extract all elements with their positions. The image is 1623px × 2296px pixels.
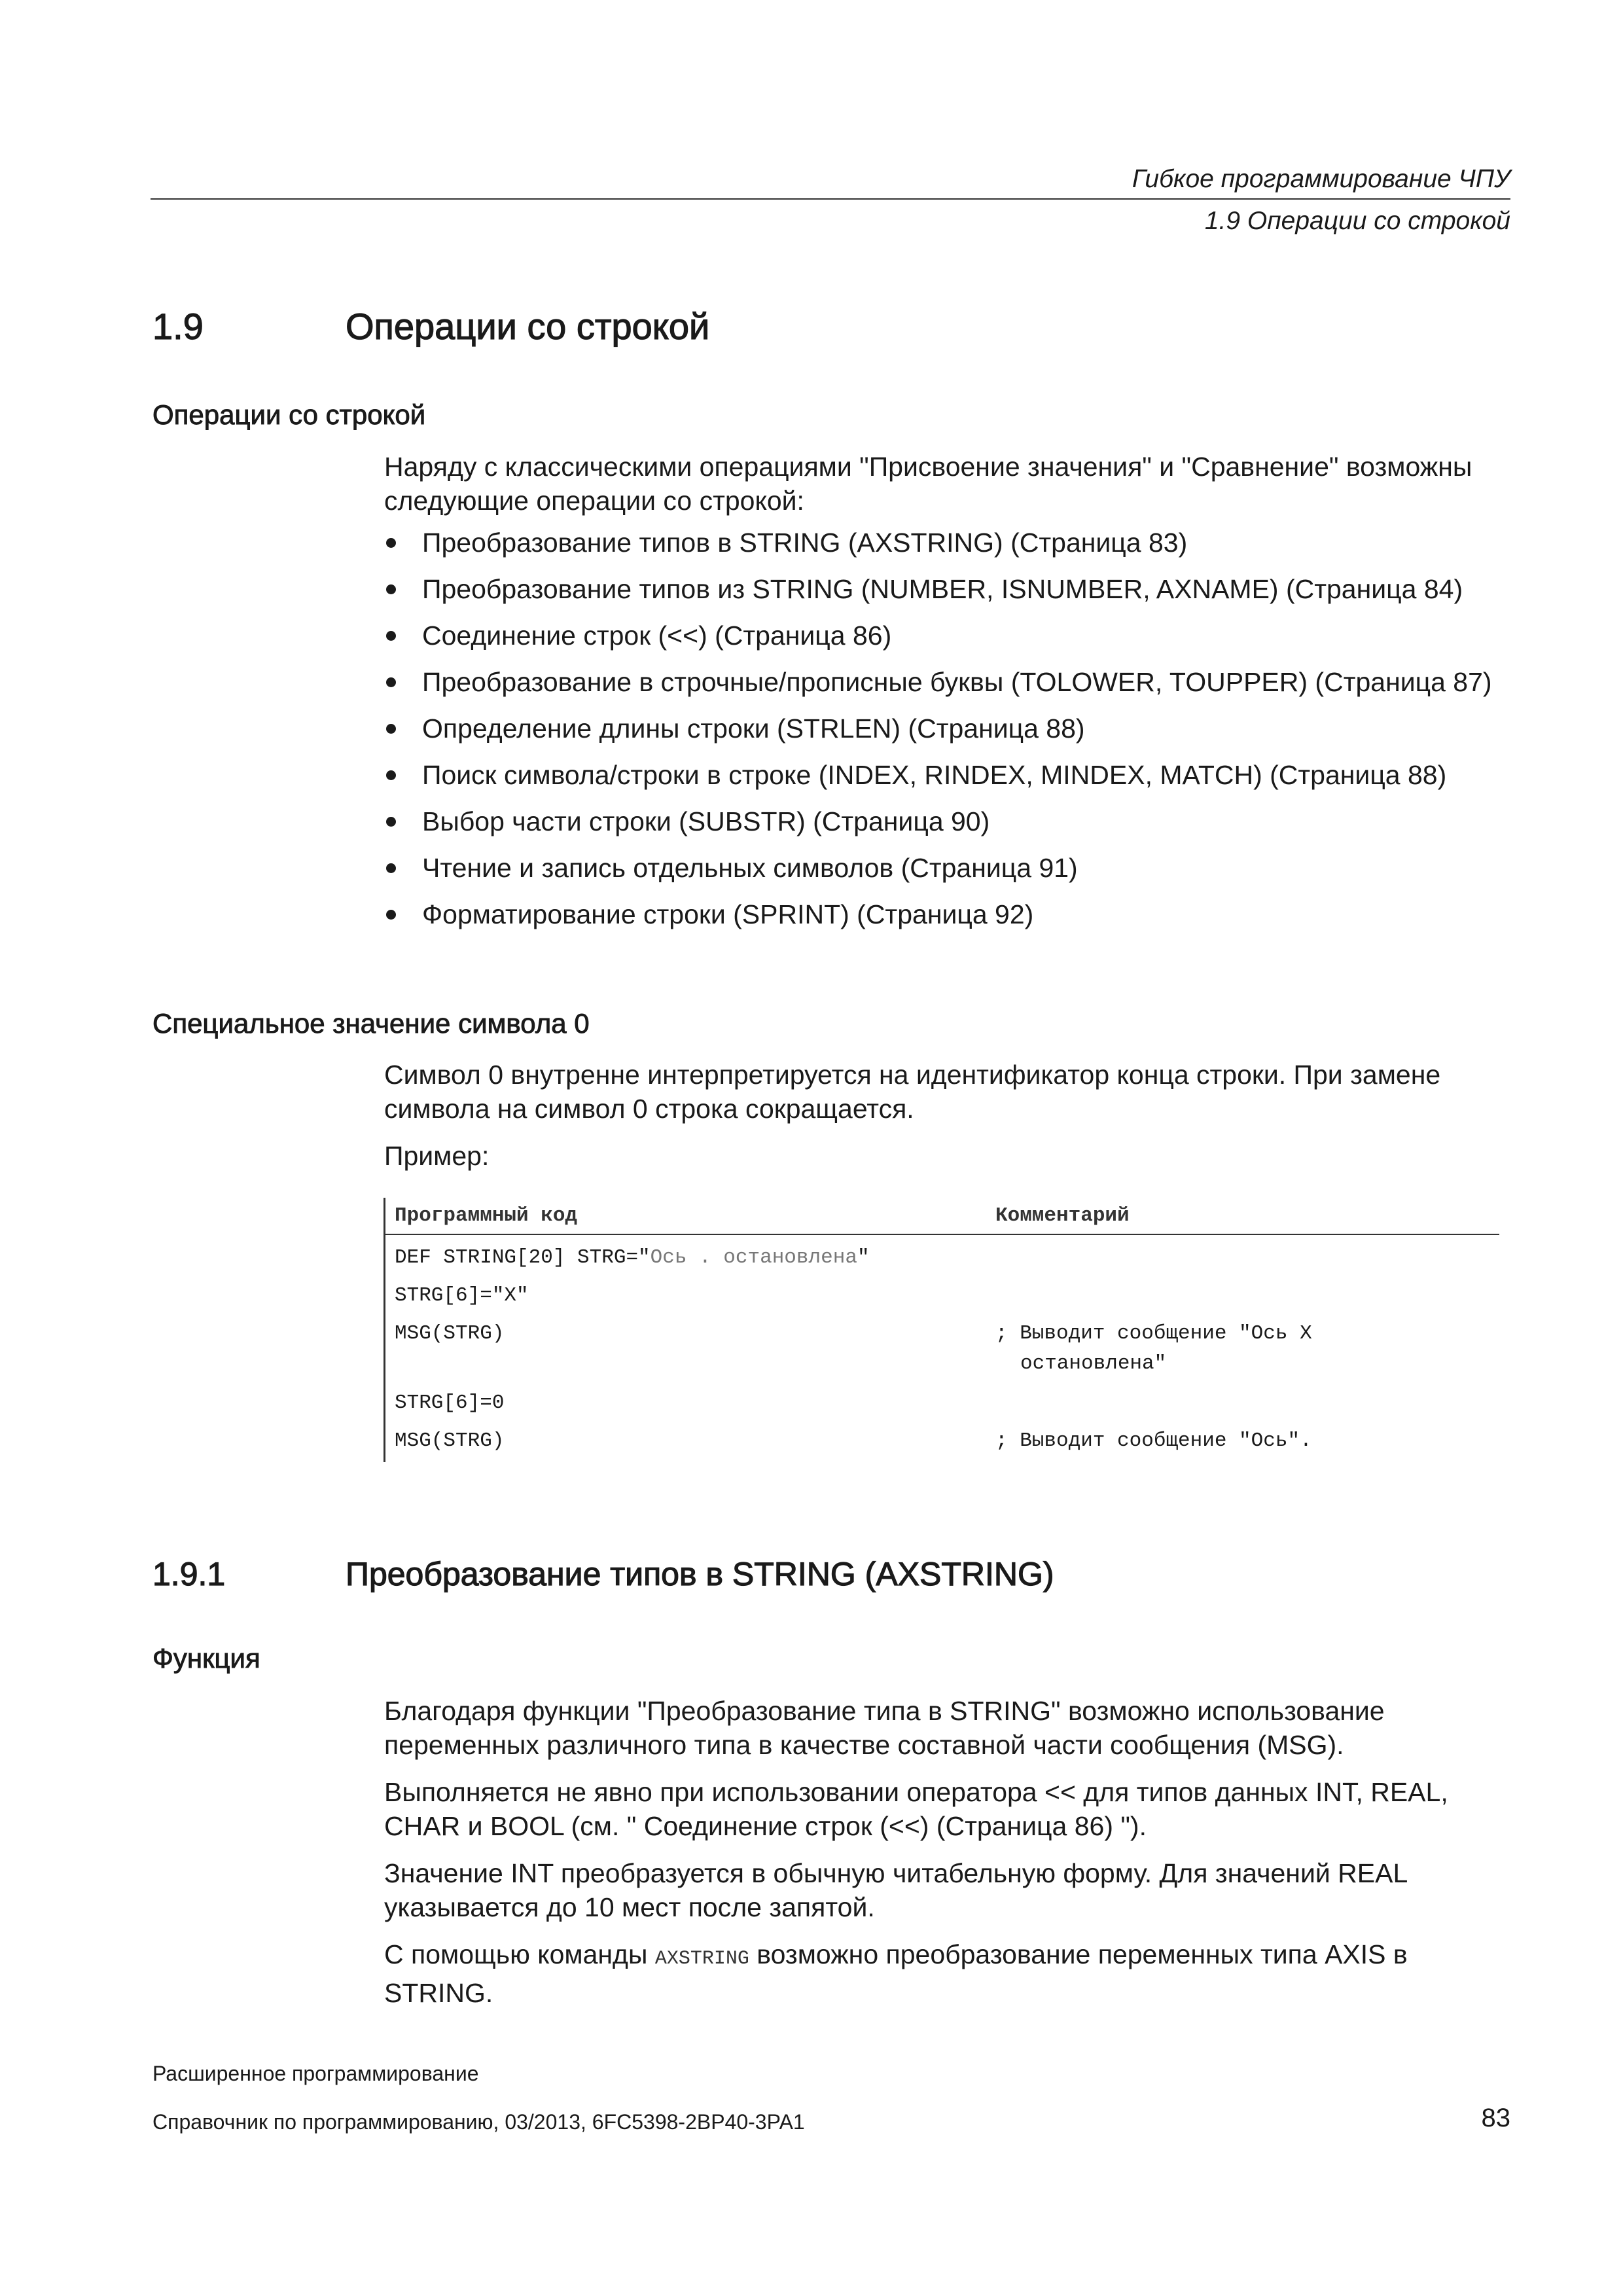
function-paragraph-4	[384, 1937, 1523, 2010]
running-header-title: Гибкое программирование ЧПУ	[1132, 165, 1510, 193]
list-item: Преобразование типов из STRING (NUMBER, ISNUMBER, AXNAME) (Страница 84)	[384, 572, 1523, 606]
code-column-header: Программный код	[395, 1204, 578, 1227]
code-cell: MSG(STRG)	[395, 1322, 505, 1345]
footer-line-2: Справочник по программированию, 03/2013, 6FC5398-2BP40-3PA1	[152, 2110, 805, 2134]
subsection-heading-zero-char: Специальное значение символа 0	[152, 1008, 590, 1039]
code-example-table	[383, 1198, 1499, 1462]
table-row	[395, 1282, 529, 1310]
code-cell-end: "	[857, 1246, 870, 1269]
page-number: 83	[1481, 2104, 1510, 2132]
zero-char-text: Символ 0 внутренне интерпретируется на идентификатор конца строки. При замене символа на символ 0 строка сокращается.	[384, 1060, 1441, 1124]
paragraph-text: возможно преобразование переменных типа AXIS в STRING.	[384, 1939, 1408, 2008]
operations-list	[384, 526, 1523, 944]
section-number: 1.9	[152, 306, 204, 347]
subsection-heading-operations: Операции со строкой	[152, 399, 426, 430]
table-row	[395, 1244, 870, 1272]
example-label: Пример:	[384, 1141, 490, 1171]
function-paragraph-2: Выполняется не явно при использовании оператора << для типов данных INT, REAL, CHAR и BOOL (см. " Соединение строк (<<) (Страница 86) ").	[384, 1777, 1448, 1841]
inline-code: AXSTRING	[654, 1948, 749, 1970]
list-item: Форматирование строки (SPRINT) (Страница 92)	[384, 897, 1523, 931]
footer-line-1: Расширенное программирование	[152, 2062, 479, 2085]
subsection-number: 1.9.1	[152, 1556, 226, 1592]
list-item: Чтение и запись отдельных символов (Страница 91)	[384, 851, 1523, 885]
comment-column-header: Комментарий	[995, 1204, 1130, 1227]
list-item: Преобразование типов в STRING (AXSTRING) (Страница 83)	[384, 526, 1523, 560]
list-item: Выбор части строки (SUBSTR) (Страница 90)	[384, 804, 1523, 838]
table-row	[395, 1319, 504, 1348]
comment-cell-continuation: остановлена"	[1020, 1352, 1167, 1375]
function-paragraph-1: Благодаря функции "Преобразование типа в STRING" возможно использование переменных различного типа в качестве составной части сообщения (MSG).	[384, 1696, 1385, 1760]
operations-intro: Наряду с классическими операциями "Присвоение значения" и "Сравнение" возможны следующие операции со строкой:	[384, 452, 1472, 516]
list-item: Преобразование в строчные/прописные буквы (TOLOWER, TOUPPER) (Страница 87)	[384, 665, 1523, 699]
function-paragraph-3: Значение INT преобразуется в обычную читабельную форму. Для значений REAL указывается до 10 мест после запятой.	[384, 1858, 1407, 1922]
code-cell: MSG(STRG)	[395, 1429, 505, 1452]
table-row	[395, 1427, 504, 1456]
code-cell: DEF STRING[20] STRG="	[395, 1246, 651, 1269]
list-item: Соединение строк (<<) (Страница 86)	[384, 619, 1523, 653]
section-title: Операции со строкой	[346, 306, 710, 347]
paragraph-text: С помощью команды	[384, 1939, 655, 1969]
header-rule	[151, 198, 1510, 200]
subsection-title: Преобразование типов в STRING (AXSTRING)	[346, 1556, 1054, 1592]
code-cell: STRG[6]=0	[395, 1391, 505, 1414]
table-header-rule	[385, 1234, 1499, 1235]
list-item: Поиск символа/строки в строке (INDEX, RINDEX, MINDEX, MATCH) (Страница 88)	[384, 758, 1523, 792]
code-string-literal: Ось . остановлена	[650, 1246, 857, 1269]
comment-cell: ; Выводит сообщение "Ось X	[995, 1322, 1312, 1345]
table-row	[395, 1389, 504, 1418]
code-cell: STRG[6]="X"	[395, 1284, 529, 1307]
function-heading: Функция	[152, 1643, 260, 1674]
list-item: Определение длины строки (STRLEN) (Страница 88)	[384, 711, 1523, 745]
running-header-section: 1.9 Операции со строкой	[1204, 207, 1510, 235]
comment-cell: ; Выводит сообщение "Ось".	[995, 1429, 1312, 1452]
